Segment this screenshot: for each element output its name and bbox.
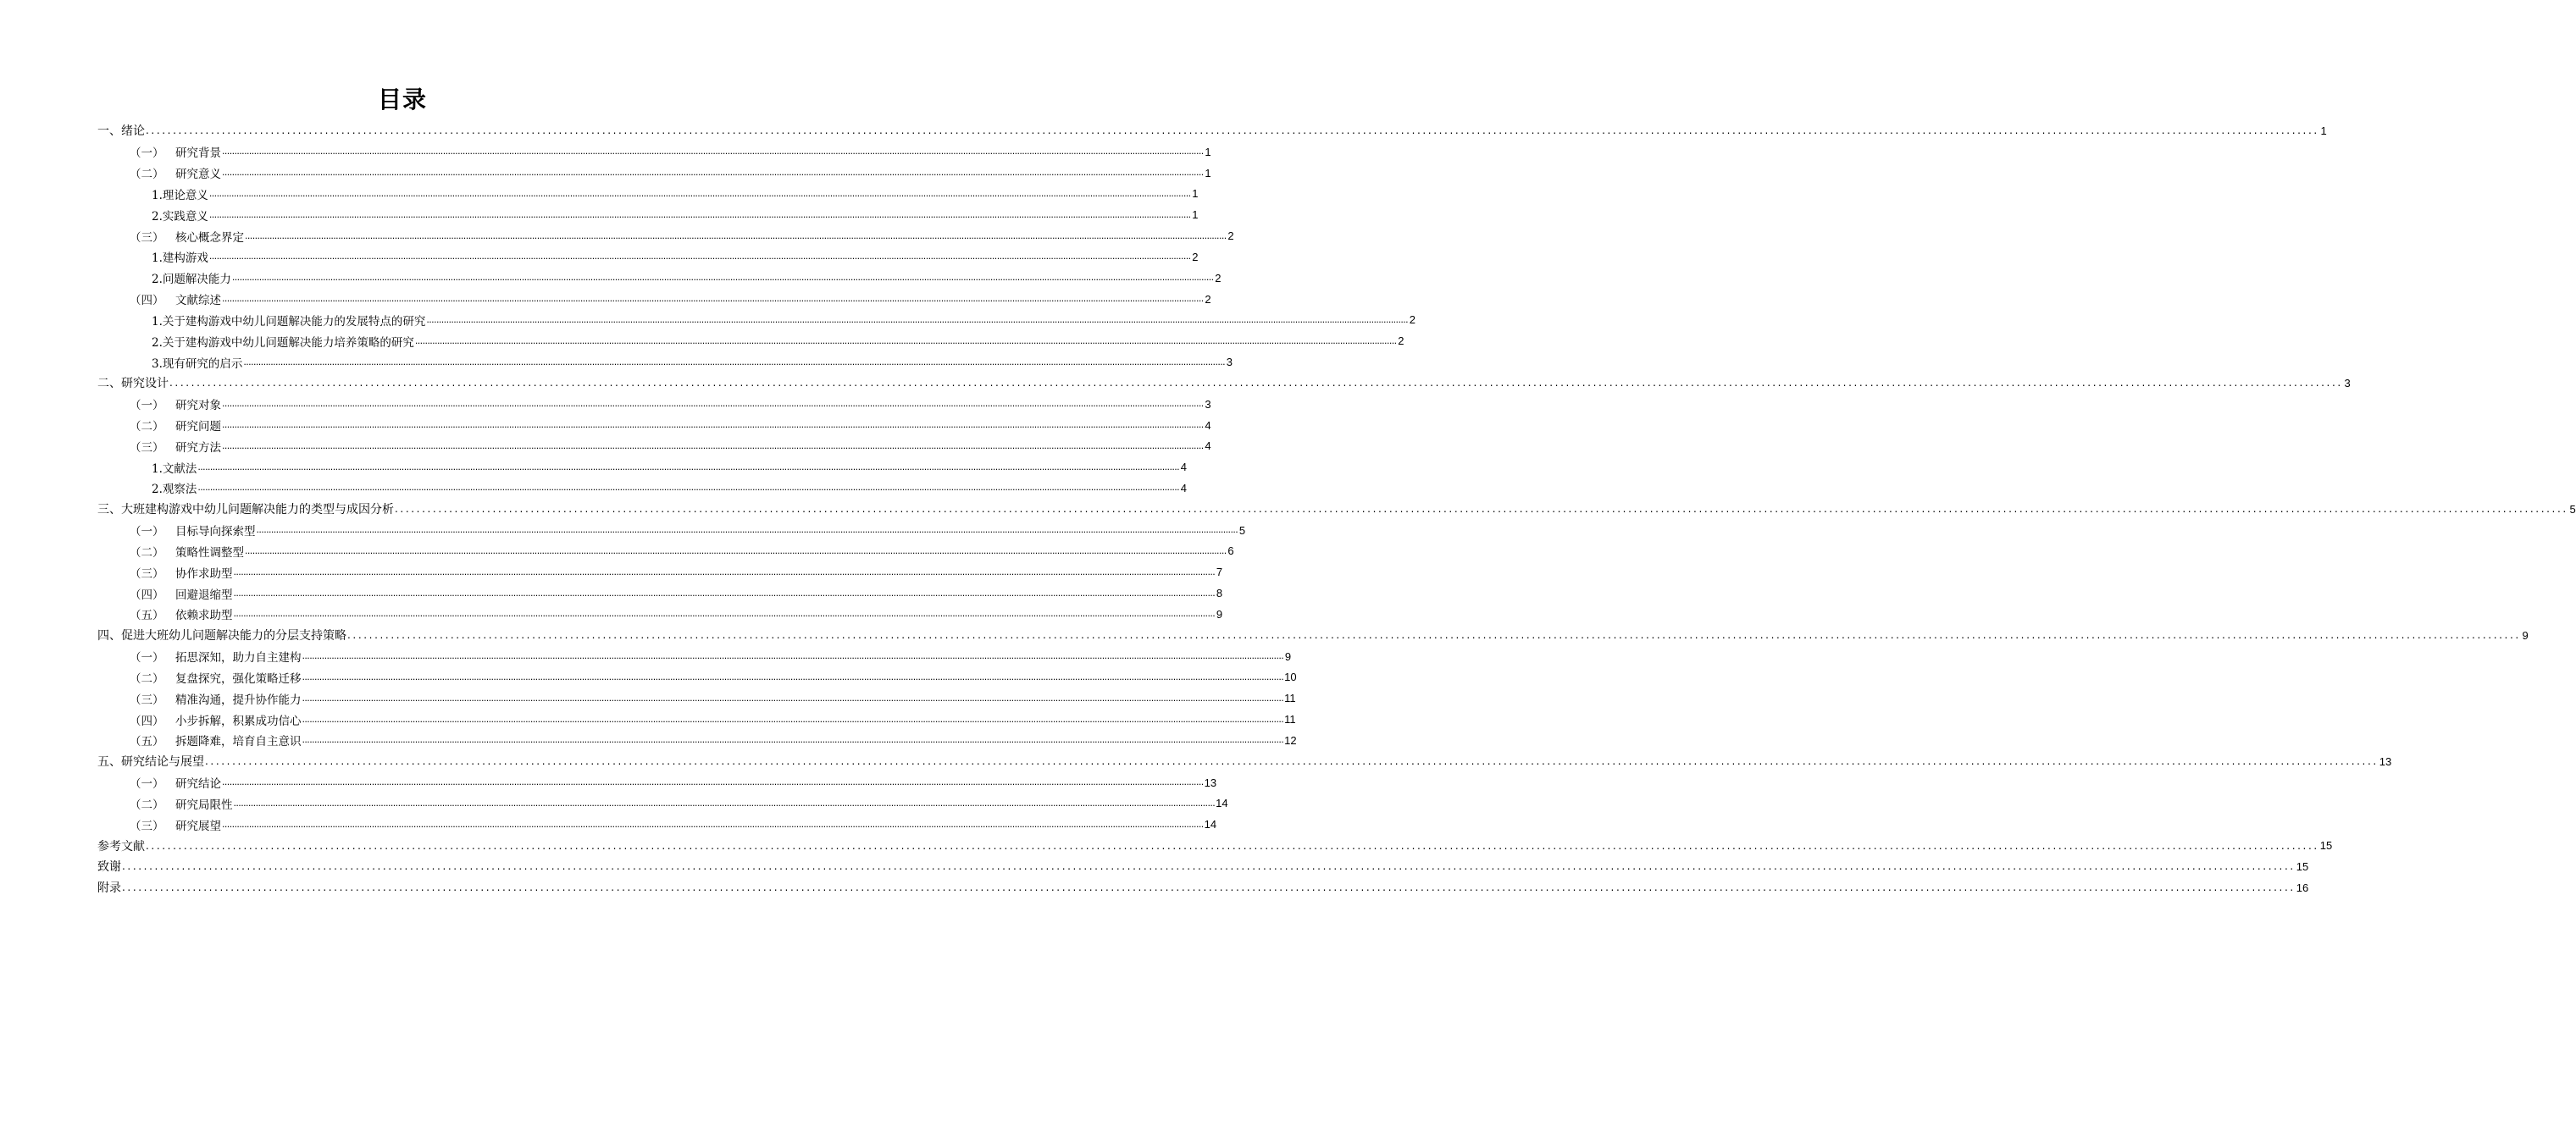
toc-entry-text: 二、研究设计 xyxy=(97,377,169,391)
toc-entry-number: （一） xyxy=(130,399,164,413)
toc-entry[interactable] xyxy=(97,604,1223,625)
toc-entry-text: 参考文献 xyxy=(97,839,145,854)
toc-entry[interactable] xyxy=(97,541,1234,562)
toc-entry-page-number: 13 xyxy=(2379,754,2392,768)
toc-entry-number: （三） xyxy=(130,230,164,245)
toc-entry-text: 回避退缩型 xyxy=(175,588,233,602)
toc-entry-label xyxy=(152,479,197,496)
toc-entry-number: （一） xyxy=(130,651,164,666)
toc-entry-number: （三） xyxy=(130,566,164,581)
toc-leader-dots: ................................................................................................................................................................................................................................................................................................................................................................................................................ xyxy=(233,587,1216,599)
toc-entry-page-number: 8 xyxy=(1216,587,1223,600)
toc-entry-number: （一） xyxy=(130,146,164,161)
toc-entry-label xyxy=(97,627,346,644)
toc-entry-page-number: 1 xyxy=(1205,166,1211,180)
toc-entry[interactable] xyxy=(97,772,1217,793)
toc-entry-text: 1.建构游戏 xyxy=(152,251,208,266)
toc-entry-page-number: 7 xyxy=(1216,566,1223,579)
toc-entry-label xyxy=(152,185,208,202)
toc-entry-label xyxy=(152,312,425,329)
toc-entry-text: 附录 xyxy=(97,881,121,896)
toc-leader-dots: ................................................................................................................................................................................................................................................................................................................................................................................................................ xyxy=(208,208,1191,220)
toc-leader-dots: ................................................................................................................................................................................................................................................................................................................................................................................................................ xyxy=(222,818,1204,830)
toc-leader-dots: ................................................................................................................................................................................................................................................................................................................................................................................................................ xyxy=(414,334,1397,346)
toc-entry-number: （一） xyxy=(130,525,164,539)
toc-entry-page-number: 2 xyxy=(1227,229,1234,243)
toc-entry-number: （四） xyxy=(130,714,164,728)
toc-entry-label xyxy=(97,122,145,139)
toc-entry-label xyxy=(130,143,221,160)
toc-entry-label xyxy=(130,522,256,539)
toc-entry-text: 研究背景 xyxy=(175,146,221,161)
toc-entry-label xyxy=(97,837,145,854)
toc-entry-text: 核心概念界定 xyxy=(175,230,244,245)
toc-entry-label xyxy=(152,354,242,371)
toc-entry-number: （二） xyxy=(130,168,164,182)
toc-entry[interactable] xyxy=(97,394,1211,415)
toc-entry-number: （一） xyxy=(130,777,164,792)
toc-entry[interactable] xyxy=(97,415,1211,436)
toc-entry[interactable] xyxy=(97,163,1211,184)
toc-entry-page-number: 2 xyxy=(1192,250,1199,263)
toc-entry-page-number: 4 xyxy=(1180,481,1188,494)
toc-leader-dots: ................................................................................................................................................................................................................................................................................................................................................................................................................ xyxy=(222,293,1204,305)
toc-entry-label xyxy=(130,816,221,833)
toc-entry-number: （二） xyxy=(130,798,164,812)
toc-entry-text: 复盘探究，强化策略迁移 xyxy=(175,671,302,686)
toc-entry-text: 策略性调整型 xyxy=(175,545,244,560)
toc-entry-page-number: 13 xyxy=(1204,776,1217,789)
toc-entry-page-number: 1 xyxy=(1205,145,1211,158)
toc-entry-number: （五） xyxy=(130,609,164,623)
toc-entry-page-number: 2 xyxy=(1398,334,1404,348)
toc-entry[interactable] xyxy=(97,793,1228,815)
toc-entry-text: 2.观察法 xyxy=(152,483,197,497)
toc-leader-dots: ................................................................................................................................................................................................................................................................................................................................................................................................................ xyxy=(208,187,1191,199)
toc-entry[interactable] xyxy=(97,225,1234,246)
toc-entry[interactable] xyxy=(97,204,1199,225)
toc-leader-dots: ................................................................................................................................................................................................................................................................................................................................................................................................................ xyxy=(222,167,1204,179)
toc-entry-label xyxy=(152,248,208,265)
toc-entry-label xyxy=(130,395,221,412)
toc-entry[interactable] xyxy=(97,561,1223,583)
toc-entry[interactable] xyxy=(97,309,1416,330)
toc-entry-label xyxy=(152,333,414,350)
toc-entry[interactable] xyxy=(97,435,1211,456)
toc-entry-page-number: 15 xyxy=(2319,839,2333,853)
toc-leader-dots: ................................................................................................................................................................................................................................................................................................................................................................................................................ xyxy=(169,377,2343,389)
toc-entry-text: 3.现有研究的启示 xyxy=(152,356,243,371)
toc-entry[interactable] xyxy=(97,351,1233,373)
toc-entry-label xyxy=(97,858,121,875)
toc-entry-number: （二） xyxy=(130,420,164,434)
toc-entry-label xyxy=(152,459,197,476)
table-of-contents xyxy=(97,120,2576,898)
toc-entry[interactable] xyxy=(97,373,2351,394)
toc-entry-label xyxy=(130,585,233,602)
toc-entry-label xyxy=(130,543,244,560)
toc-entry-text: 致谢 xyxy=(97,860,121,875)
toc-entry-page-number: 4 xyxy=(1180,461,1188,474)
toc-entry-page-number: 9 xyxy=(2522,628,2529,642)
toc-entry-text: 研究展望 xyxy=(175,819,221,833)
toc-entry[interactable] xyxy=(97,835,2333,856)
toc-leader-dots: ................................................................................................................................................................................................................................................................................................................................................................................................................ xyxy=(302,713,1284,725)
toc-entry-text: 1.理论意义 xyxy=(152,188,208,202)
toc-entry-page-number: 2 xyxy=(1205,292,1211,306)
toc-leader-dots: ................................................................................................................................................................................................................................................................................................................................................................................................................ xyxy=(146,839,2319,852)
toc-leader-dots: ................................................................................................................................................................................................................................................................................................................................................................................................................ xyxy=(426,313,1409,325)
toc-leader-dots: ................................................................................................................................................................................................................................................................................................................................................................................................................ xyxy=(245,229,1227,241)
toc-entry-number: （四） xyxy=(130,294,164,308)
toc-entry-page-number: 1 xyxy=(1192,187,1199,201)
toc-entry[interactable] xyxy=(97,667,1297,688)
toc-leader-dots: ................................................................................................................................................................................................................................................................................................................................................................................................................ xyxy=(347,629,2521,642)
toc-leader-dots: ................................................................................................................................................................................................................................................................................................................................................................................................................ xyxy=(197,461,1180,472)
toc-entry-text: 三、大班建构游戏中幼儿问题解决能力的类型与成因分析 xyxy=(97,503,394,517)
toc-title: 目录 xyxy=(377,86,427,113)
toc-entry-label xyxy=(130,774,221,791)
toc-entry[interactable] xyxy=(97,183,1199,204)
toc-entry-page-number: 3 xyxy=(1205,397,1211,411)
toc-entry-page-number: 9 xyxy=(1284,649,1292,663)
toc-entry-number: （二） xyxy=(130,545,164,560)
toc-leader-dots: ................................................................................................................................................................................................................................................................................................................................................................................................................ xyxy=(395,503,2568,516)
toc-entry-page-number: 9 xyxy=(1216,607,1223,621)
toc-entry-text: 2.关于建构游戏中幼儿问题解决能力培养策略的研究 xyxy=(152,335,414,350)
toc-entry-text: 目标导向探索型 xyxy=(175,525,256,539)
toc-entry-label xyxy=(130,711,302,728)
toc-leader-dots: ................................................................................................................................................................................................................................................................................................................................................................................................................ xyxy=(302,650,1284,662)
toc-entry-page-number: 2 xyxy=(1409,313,1416,327)
toc-entry-label xyxy=(130,648,302,665)
toc-entry-text: 一、绪论 xyxy=(97,124,145,139)
toc-leader-dots: ................................................................................................................................................................................................................................................................................................................................................................................................................ xyxy=(256,524,1238,536)
toc-entry-page-number: 14 xyxy=(1204,818,1217,831)
toc-entry[interactable] xyxy=(97,520,1246,541)
toc-entry-number: （三） xyxy=(130,693,164,707)
toc-entry-page-number: 5 xyxy=(1238,523,1246,537)
toc-entry[interactable] xyxy=(97,499,2576,520)
toc-leader-dots: ................................................................................................................................................................................................................................................................................................................................................................................................................ xyxy=(122,860,2296,873)
toc-leader-dots: ................................................................................................................................................................................................................................................................................................................................................................................................................ xyxy=(245,544,1227,556)
toc-entry[interactable] xyxy=(97,814,1217,835)
toc-entry-text: 研究问题 xyxy=(175,420,221,434)
toc-entry-label xyxy=(130,669,302,686)
toc-entry-label xyxy=(130,290,221,307)
toc-leader-dots: ................................................................................................................................................................................................................................................................................................................................................................................................................ xyxy=(222,776,1204,788)
toc-entry[interactable] xyxy=(97,625,2529,646)
toc-entry[interactable] xyxy=(97,330,1404,351)
toc-leader-dots: ................................................................................................................................................................................................................................................................................................................................................................................................................ xyxy=(208,251,1191,262)
toc-entry-page-number: 16 xyxy=(2296,881,2309,894)
toc-leader-dots: ................................................................................................................................................................................................................................................................................................................................................................................................................ xyxy=(243,356,1226,367)
toc-entry-number: （二） xyxy=(130,671,164,686)
toc-entry-page-number: 6 xyxy=(1227,544,1234,558)
toc-entry[interactable] xyxy=(97,856,2309,877)
toc-entry[interactable] xyxy=(97,120,2327,141)
toc-entry[interactable] xyxy=(97,268,1222,289)
toc-leader-dots: ................................................................................................................................................................................................................................................................................................................................................................................................................ xyxy=(222,419,1204,430)
toc-entry-text: 研究对象 xyxy=(175,399,221,413)
toc-entry-label xyxy=(97,879,121,896)
toc-entry-label xyxy=(130,732,302,749)
toc-entry-label xyxy=(130,605,233,622)
toc-entry-page-number: 2 xyxy=(1215,271,1222,284)
toc-leader-dots: ................................................................................................................................................................................................................................................................................................................................................................................................................ xyxy=(222,398,1204,410)
toc-entry-label xyxy=(130,417,221,434)
toc-leader-dots: ................................................................................................................................................................................................................................................................................................................................................................................................................ xyxy=(222,439,1204,451)
toc-entry-page-number: 1 xyxy=(2320,124,2327,137)
toc-leader-dots: ................................................................................................................................................................................................................................................................................................................................................................................................................ xyxy=(233,608,1216,620)
toc-entry-text: 五、研究结论与展望 xyxy=(97,755,204,770)
toc-entry-text: 研究方法 xyxy=(175,440,221,455)
toc-leader-dots: ................................................................................................................................................................................................................................................................................................................................................................................................................ xyxy=(122,881,2296,894)
toc-entry[interactable] xyxy=(97,141,1211,163)
toc-leader-dots: ................................................................................................................................................................................................................................................................................................................................................................................................................ xyxy=(222,146,1204,157)
toc-entry-label xyxy=(130,228,244,245)
toc-entry-text: 拓思深知，助力自主建构 xyxy=(175,651,302,666)
toc-entry-label xyxy=(130,438,221,455)
toc-entry-page-number: 11 xyxy=(1284,692,1296,705)
toc-entry-label xyxy=(152,207,208,224)
toc-entry-text: 1.关于建构游戏中幼儿问题解决能力的发展特点的研究 xyxy=(152,314,426,329)
toc-entry-label xyxy=(97,753,204,770)
toc-entry-page-number: 12 xyxy=(1284,733,1297,747)
toc-leader-dots: ................................................................................................................................................................................................................................................................................................................................................................................................................ xyxy=(197,482,1180,494)
toc-entry-text: 2.实践意义 xyxy=(152,209,208,224)
toc-entry-text: 依赖求助型 xyxy=(175,609,233,623)
toc-entry-label xyxy=(130,564,233,581)
toc-entry-label xyxy=(130,164,221,181)
toc-entry-text: 研究局限性 xyxy=(175,798,233,812)
toc-entry[interactable] xyxy=(97,709,1296,730)
toc-entry-page-number: 4 xyxy=(1205,418,1211,432)
toc-entry[interactable] xyxy=(97,688,1296,709)
toc-entry-page-number: 3 xyxy=(1226,356,1233,369)
toc-entry-page-number: 15 xyxy=(2296,859,2309,873)
toc-entry-page-number: 10 xyxy=(1284,671,1297,684)
toc-entry[interactable] xyxy=(97,478,1188,499)
toc-entry-text: 2.问题解决能力 xyxy=(152,273,231,287)
toc-entry[interactable] xyxy=(97,751,2392,772)
toc-entry[interactable] xyxy=(97,289,1211,310)
toc-leader-dots: ................................................................................................................................................................................................................................................................................................................................................................................................................ xyxy=(231,272,1214,284)
toc-leader-dots: ................................................................................................................................................................................................................................................................................................................................................................................................................ xyxy=(233,566,1216,577)
toc-leader-dots: ................................................................................................................................................................................................................................................................................................................................................................................................................ xyxy=(233,797,1216,809)
toc-entry-page-number: 5 xyxy=(2569,502,2576,516)
toc-entry-number: （五） xyxy=(130,735,164,749)
toc-leader-dots: ................................................................................................................................................................................................................................................................................................................................................................................................................ xyxy=(302,734,1284,746)
toc-entry-page-number: 3 xyxy=(2344,376,2351,389)
toc-entry-number: （四） xyxy=(130,588,164,602)
toc-entry-text: 1.文献法 xyxy=(152,461,197,476)
toc-entry-page-number: 4 xyxy=(1205,439,1211,453)
toc-entry[interactable] xyxy=(97,246,1199,268)
toc-entry-number: （三） xyxy=(130,819,164,833)
toc-leader-dots: ................................................................................................................................................................................................................................................................................................................................................................................................................ xyxy=(302,671,1284,682)
toc-entry-text: 精准沟通，提升协作能力 xyxy=(175,693,302,707)
toc-entry-text: 拆题降难，培育自主意识 xyxy=(175,735,302,749)
toc-entry-label xyxy=(152,269,231,286)
toc-entry-text: 小步拆解，积累成功信心 xyxy=(175,714,302,728)
toc-entry-page-number: 1 xyxy=(1192,208,1199,222)
toc-entry-label xyxy=(97,374,169,391)
toc-leader-dots: ................................................................................................................................................................................................................................................................................................................................................................................................................ xyxy=(205,755,2379,768)
toc-entry-text: 研究意义 xyxy=(175,168,221,182)
toc-entry-label xyxy=(130,795,233,812)
toc-entry-text: 四、促进大班幼儿问题解决能力的分层支持策略 xyxy=(97,629,346,644)
toc-entry-number: （三） xyxy=(130,440,164,455)
toc-entry-page-number: 14 xyxy=(1216,797,1228,810)
toc-entry[interactable] xyxy=(97,456,1188,478)
toc-entry[interactable] xyxy=(97,877,2309,898)
toc-entry-label xyxy=(130,690,302,707)
toc-entry[interactable] xyxy=(97,646,1292,667)
toc-entry-text: 协作求助型 xyxy=(175,566,233,581)
toc-entry-label xyxy=(97,500,394,517)
toc-entry[interactable] xyxy=(97,583,1223,604)
toc-leader-dots: ................................................................................................................................................................................................................................................................................................................................................................................................................ xyxy=(302,692,1284,704)
toc-entry-page-number: 11 xyxy=(1284,713,1296,726)
toc-entry-text: 研究结论 xyxy=(175,777,221,792)
toc-entry[interactable] xyxy=(97,730,1297,751)
toc-entry-text: 文献综述 xyxy=(175,294,221,308)
toc-leader-dots: ................................................................................................................................................................................................................................................................................................................................................................................................................ xyxy=(146,124,2319,137)
